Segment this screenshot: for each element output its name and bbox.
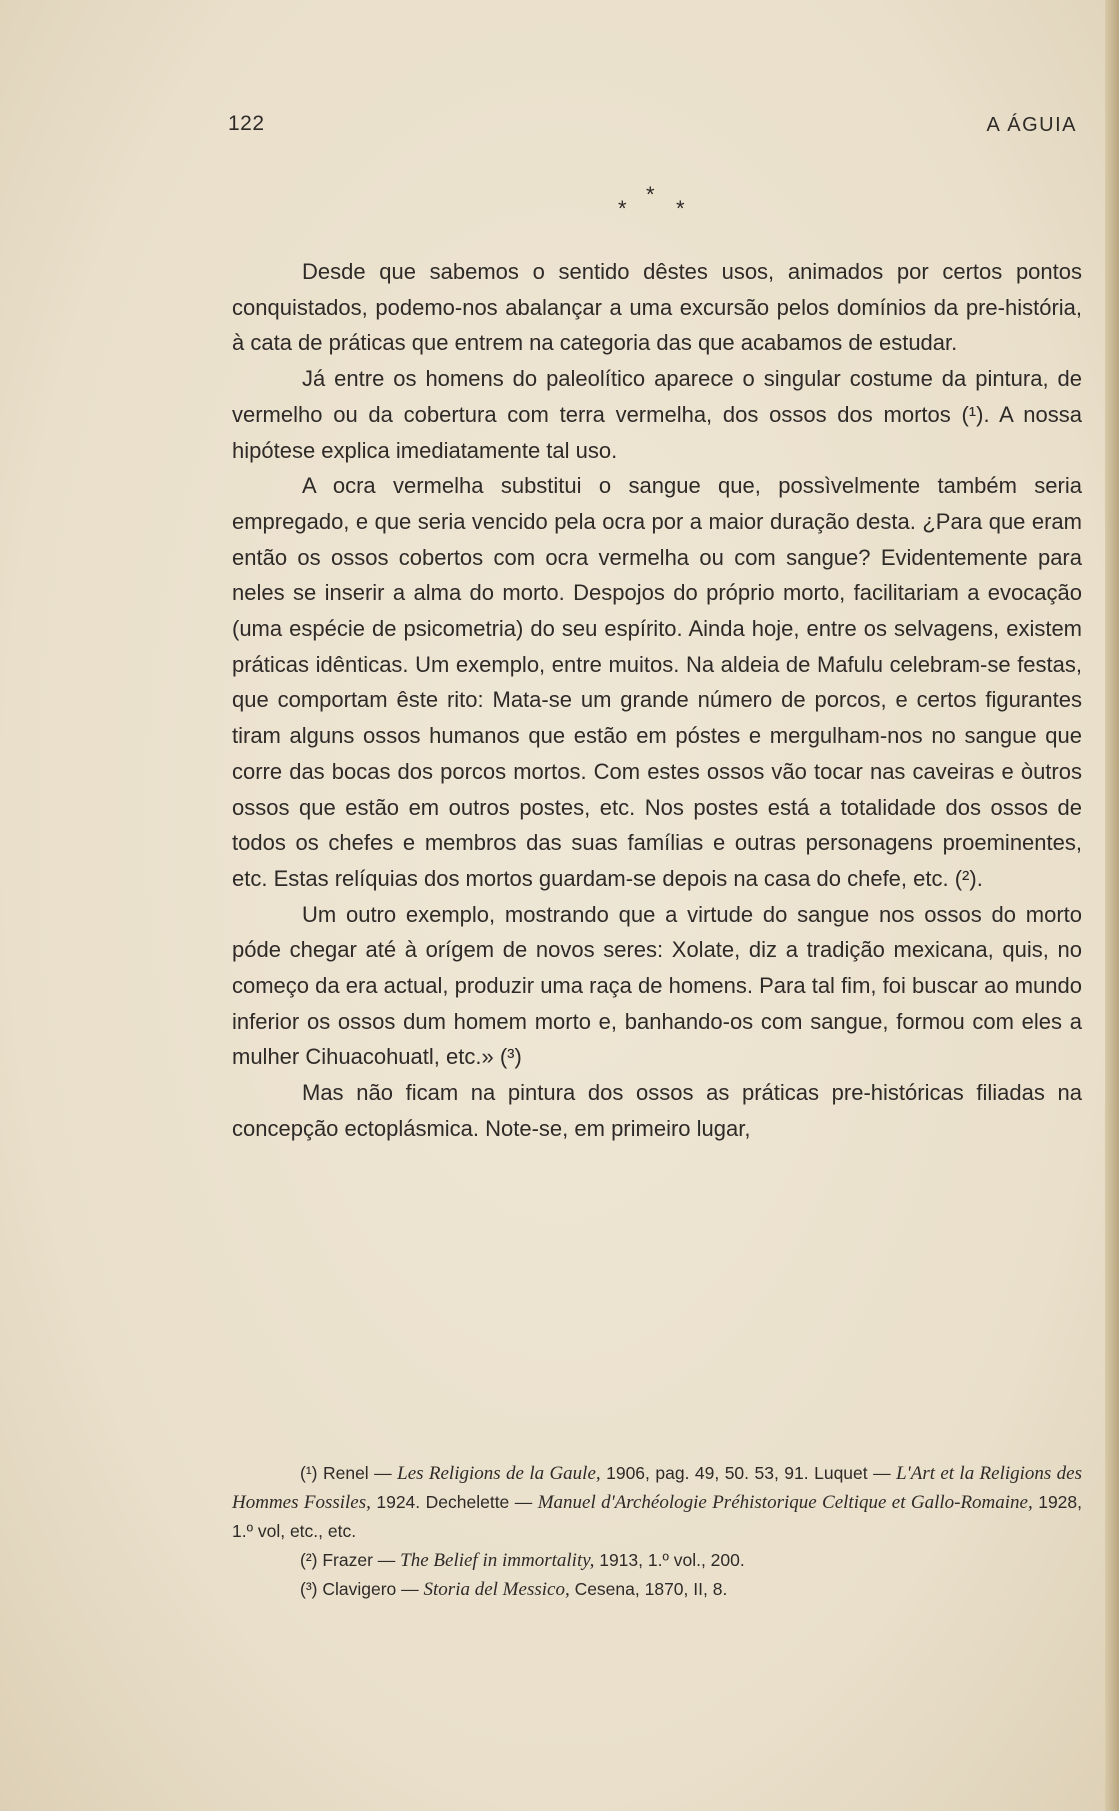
- asterism-star: *: [618, 196, 627, 221]
- body-text: [232, 254, 1082, 1147]
- asterism-star: *: [646, 182, 655, 207]
- running-title: A ÁGUIA: [986, 114, 1077, 136]
- paragraph: Desde que sabemos o sentido dêstes usos, animados por certos pontos conquistados, podemo-nos abalançar a uma excursão pelos domínios da pre-história, à cata de práticas que entrem na categoria das que acabamos de estudar.: [232, 259, 1082, 356]
- footnote-mark: (²): [300, 1550, 318, 1570]
- cited-title: The Belief in immortality,: [400, 1550, 595, 1571]
- paragraph: Já entre os homens do paleolítico aparece o singular costume da pintura, de vermelho ou da cobertura com terra vermelha, dos ossos dos mortos (¹). A nossa hipótese explica imediatamente tal uso.: [232, 366, 1082, 463]
- footnotes: [232, 1459, 1082, 1604]
- paragraph: A ocra vermelha substitui o sangue que, possìvelmente também seria empregado, e que seria vencido pela ocra por a maior duração desta. ¿Para que eram então os ossos cobertos com ocra vermelha ou com sangue? Evidentemente para neles se inserir a alma do morto. Despojos do próprio morto, facilitariam a evocação (uma espécie de psicometria) do seu espírito. Ainda hoje, entre os selvagens, existem práticas idênticas. Um exemplo, entre muitos. Na aldeia de Mafulu celebram-se festas, que comportam êste rito: Mata-se um grande número de porcos, e certos figurantes tiram alguns ossos humanos que estão em póstes e mergulham-nos no sangue que corre das bocas dos porcos mortos. Com estes ossos vão tocar nas caveiras e òutros ossos que estão em outros postes, etc. Nos postes está a totalidade dos ossos de todos os chefes e membros das suas famílias e outras personagens proeminentes, etc. Estas relíquias dos mortos guardam-se depois na casa do chefe, etc. (²).: [232, 473, 1082, 891]
- cited-title: Storia del Messico,: [423, 1579, 570, 1600]
- footnote-mark: (¹): [300, 1463, 318, 1483]
- cited-title: L'Art et la Religions des Hommes Fossiles,: [232, 1463, 1083, 1513]
- footnote-1: (¹) Renel — Les Religions de la Gaule, 1906, pag. 49, 50. 53, 91. Luquet — L'Art et la Religions des Hommes Fossiles, 1924. Dechelette — Manuel d'Archéologie Préhistorique Celtique et Gallo-Romaine, 1928, 1.º vol, etc., etc.: [232, 1463, 1083, 1541]
- footnote-3: (³) Clavigero — Storia del Messico, Cesena, 1870, II, 8.: [300, 1579, 728, 1600]
- footnote-mark: (³): [300, 1579, 318, 1599]
- page-number: 122: [228, 112, 265, 135]
- section-asterism: [610, 182, 700, 222]
- footnote-2: (²) Frazer — The Belief in immortality, 1913, 1.º vol., 200.: [300, 1550, 745, 1571]
- cited-title: Les Religions de la Gaule,: [397, 1463, 601, 1484]
- page-header: [228, 112, 1077, 142]
- asterism-star: *: [676, 196, 685, 221]
- cited-title: Manuel d'Archéologie Préhistorique Celtique et Gallo-Romaine,: [537, 1492, 1033, 1513]
- paragraph: Um outro exemplo, mostrando que a virtude do sangue nos ossos do morto póde chegar até à orígem de novos seres: Xolate, diz a tradição mexicana, quis, no começo da era actual, produzir uma raça de homens. Para tal fim, foi buscar ao mundo inferior os ossos dum homem morto e, banhando-os com sangue, formou com eles a mulher Cihuacohuatl, etc.» (³): [232, 901, 1082, 1070]
- paragraph: Mas não ficam na pintura dos ossos as práticas pre-históricas filiadas na concepção ectoplásmica. Note-se, em primeiro lugar,: [232, 1080, 1082, 1141]
- page-edge-shadow: [1105, 0, 1119, 1811]
